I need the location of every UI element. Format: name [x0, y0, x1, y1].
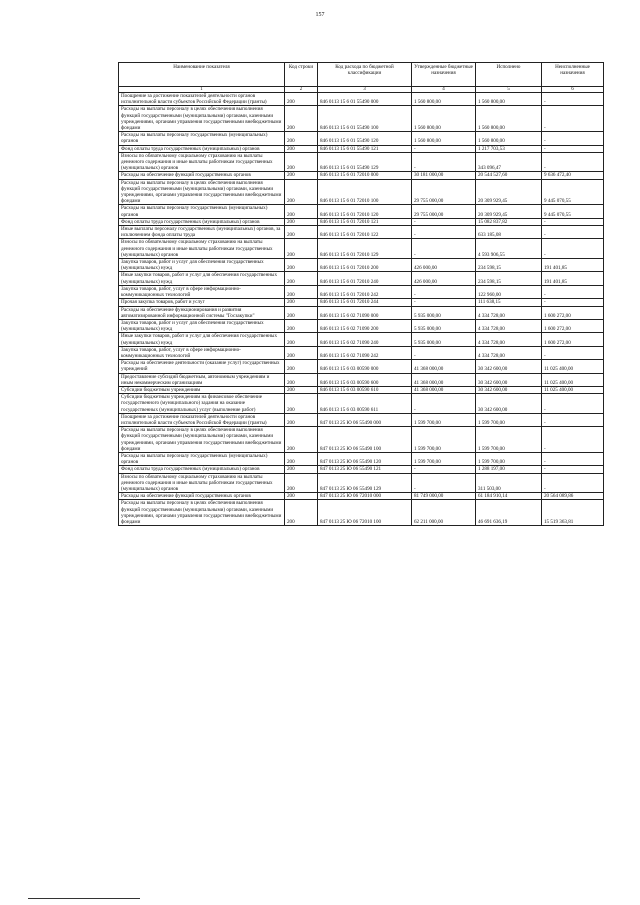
row-unexecuted-cell: 9 636 472,40	[542, 172, 604, 179]
row-unexecuted-cell: -	[542, 93, 604, 106]
row-budget-code-cell: 846 0113 15 6 02 71090 240	[318, 333, 412, 346]
row-budget-code-cell: 846 0113 15 6 02 71090 200	[318, 319, 412, 332]
table-row	[119, 205, 604, 218]
row-name-cell: Расходы на обеспечение функций государственных органов	[119, 172, 285, 179]
row-budget-code-cell: 846 0113 15 6 01 72010 129	[318, 239, 412, 259]
table-row	[119, 272, 604, 285]
row-approved-cell: -	[412, 285, 476, 298]
row-executed-cell: 20 544 527,60	[476, 172, 542, 179]
table-row	[119, 172, 604, 179]
row-unexecuted-cell: 11 025 400,00	[542, 386, 604, 393]
row-unexecuted-cell: -	[542, 346, 604, 359]
table-row	[119, 152, 604, 172]
row-approved-cell: 1 560 800,00	[412, 132, 476, 145]
column-number: 3	[318, 87, 412, 93]
row-budget-code-cell: 846 0113 15 6 03 00590 611	[318, 394, 412, 414]
row-line-code-cell: 200	[285, 272, 318, 285]
row-line-code-cell: 200	[285, 394, 318, 414]
column-number: 1	[119, 87, 285, 93]
row-approved-cell: 1 599 700,00	[412, 452, 476, 465]
row-budget-code-cell: 847 0113 25 Ю 06 55490 121	[318, 466, 412, 473]
table-row	[119, 106, 604, 132]
table-row	[119, 319, 604, 332]
row-executed-cell: 234 598,15	[476, 272, 542, 285]
row-executed-cell: 1 560 800,00	[476, 93, 542, 106]
row-budget-code-cell: 846 0113 15 6 01 55490 120	[318, 132, 412, 145]
row-line-code-cell: 200	[285, 346, 318, 359]
row-approved-cell: 5 935 000,00	[412, 333, 476, 346]
row-executed-cell: 111 638,15	[476, 299, 542, 306]
row-executed-cell: 30 342 600,00	[476, 394, 542, 414]
row-line-code-cell: 200	[285, 259, 318, 272]
row-executed-cell: 343 096,47	[476, 152, 542, 172]
row-budget-code-cell: 846 0113 15 6 02 71090 000	[318, 306, 412, 319]
expenditure-table	[118, 62, 604, 526]
row-line-code-cell: 200	[285, 306, 318, 319]
row-name-cell: Предоставление субсидий бюджетным, автономным учреждениям и иным некоммерческим организациям	[119, 373, 285, 386]
table-row	[119, 299, 604, 306]
row-approved-cell: 41 368 000,00	[412, 360, 476, 373]
row-unexecuted-cell: 9 445 070,55	[542, 179, 604, 205]
row-approved-cell: 29 755 000,00	[412, 205, 476, 218]
row-line-code-cell: 200	[285, 152, 318, 172]
row-line-code-cell: 200	[285, 239, 318, 259]
table-row	[119, 466, 604, 473]
row-line-code-cell: 200	[285, 452, 318, 465]
row-executed-cell: 30 342 600,00	[476, 360, 542, 373]
row-executed-cell: 1 599 700,00	[476, 413, 542, 426]
row-budget-code-cell: 846 0113 15 6 01 72010 200	[318, 259, 412, 272]
row-executed-cell: 1 560 800,00	[476, 132, 542, 145]
row-approved-cell: -	[412, 226, 476, 239]
row-unexecuted-cell: 15 519 363,81	[542, 500, 604, 526]
row-executed-cell: 30 342 600,00	[476, 386, 542, 393]
table-row	[119, 226, 604, 239]
row-budget-code-cell: 846 0113 15 6 01 72010 121	[318, 218, 412, 225]
row-budget-code-cell: 846 0113 15 6 01 72010 100	[318, 179, 412, 205]
row-name-cell: Расходы на выплаты персоналу в целях обеспечения выполнения функций государственными (муниципальными) органами, казенными учреждениями, органами управления государственными внебюджетными фондами	[119, 427, 285, 453]
row-name-cell: Фонд оплаты труда государственных (муниципальных) органов	[119, 218, 285, 225]
row-unexecuted-cell: 11 025 400,00	[542, 360, 604, 373]
row-name-cell: Расходы на обеспечение функционирования и развития автоматизированной информационной системы "Госзакупки"	[119, 306, 285, 319]
row-budget-code-cell: 846 0113 15 6 01 72010 242	[318, 285, 412, 298]
row-unexecuted-cell: 191 401,85	[542, 272, 604, 285]
row-executed-cell: 1 288 197,00	[476, 466, 542, 473]
table-row	[119, 218, 604, 225]
row-line-code-cell: 200	[285, 493, 318, 500]
table-row	[119, 333, 604, 346]
row-name-cell: Поощрение за достижение показателей деятельности органов исполнительной власти субъектов Российской Федерации (гранты)	[119, 413, 285, 426]
row-unexecuted-cell: -	[542, 299, 604, 306]
header-approved: Утвержденные бюджетные назначения	[412, 63, 476, 87]
table-row	[119, 132, 604, 145]
row-approved-cell: -	[412, 466, 476, 473]
row-executed-cell: 311 503,00	[476, 473, 542, 493]
row-approved-cell: -	[412, 218, 476, 225]
row-line-code-cell: 200	[285, 386, 318, 393]
row-name-cell: Фонд оплаты труда государственных (муниципальных) органов	[119, 145, 285, 152]
row-budget-code-cell: 847 0113 25 Ю 06 72010 000	[318, 493, 412, 500]
row-approved-cell: 41 368 000,00	[412, 373, 476, 386]
row-unexecuted-cell: -	[542, 145, 604, 152]
row-executed-cell: 30 342 600,00	[476, 373, 542, 386]
table-row	[119, 500, 604, 526]
row-unexecuted-cell: -	[542, 466, 604, 473]
row-approved-cell: 29 755 000,00	[412, 179, 476, 205]
row-name-cell: Прочая закупка товаров, работ и услуг	[119, 299, 285, 306]
row-unexecuted-cell: -	[542, 106, 604, 132]
row-approved-cell: -	[412, 473, 476, 493]
header-name: Наименование показателя	[119, 63, 285, 87]
row-name-cell: Расходы на выплаты персоналу государственных (муниципальных) органов	[119, 452, 285, 465]
row-name-cell: Закупка товаров, работ, услуг в сфере информационно-коммуникационных технологий	[119, 285, 285, 298]
row-budget-code-cell: 847 0113 25 Ю 06 55490 100	[318, 427, 412, 453]
row-line-code-cell: 200	[285, 106, 318, 132]
row-executed-cell: 1 217 703,53	[476, 145, 542, 152]
row-budget-code-cell: 846 0113 15 6 01 72010 000	[318, 172, 412, 179]
column-number: 6	[542, 87, 604, 93]
row-executed-cell: 1 599 700,00	[476, 452, 542, 465]
row-approved-cell: 1 599 700,00	[412, 427, 476, 453]
row-name-cell: Закупка товаров, работ и услуг для обеспечения государственных (муниципальных) нужд	[119, 319, 285, 332]
row-line-code-cell: 200	[285, 413, 318, 426]
row-line-code-cell: 200	[285, 218, 318, 225]
table-row	[119, 373, 604, 386]
table-row	[119, 239, 604, 259]
row-name-cell: Взносы по обязательному социальному страхованию на выплаты денежного содержания и иные выплаты работникам государственных (муниципальных) органов	[119, 473, 285, 493]
row-unexecuted-cell: -	[542, 394, 604, 414]
row-line-code-cell: 200	[285, 145, 318, 152]
table-row	[119, 493, 604, 500]
row-unexecuted-cell: 1 600 272,00	[542, 319, 604, 332]
row-approved-cell: 5 935 000,00	[412, 306, 476, 319]
row-approved-cell: -	[412, 299, 476, 306]
row-approved-cell: -	[412, 239, 476, 259]
row-unexecuted-cell: 20 564 089,86	[542, 493, 604, 500]
row-budget-code-cell: 847 0113 25 Ю 06 72010 100	[318, 500, 412, 526]
column-number: 2	[285, 87, 318, 93]
page-number: 157	[315, 12, 325, 18]
row-unexecuted-cell: 11 025 400,00	[542, 373, 604, 386]
row-line-code-cell: 200	[285, 132, 318, 145]
row-line-code-cell: 200	[285, 285, 318, 298]
row-executed-cell: 15 082 837,82	[476, 218, 542, 225]
header-unexecuted: Неисполненные назначения	[542, 63, 604, 87]
row-name-cell: Расходы на обеспечение функций государственных органов	[119, 493, 285, 500]
row-executed-cell: 61 184 910,14	[476, 493, 542, 500]
row-name-cell: Расходы на выплаты персоналу в целях обеспечения выполнения функций государственными (муниципальными) органами, казенными учреждениями, органами управления государственными внебюджетными фондами	[119, 179, 285, 205]
column-number: 4	[412, 87, 476, 93]
row-approved-cell: 41 368 000,00	[412, 386, 476, 393]
row-approved-cell: 1 599 700,00	[412, 413, 476, 426]
row-line-code-cell: 200	[285, 93, 318, 106]
row-line-code-cell: 200	[285, 172, 318, 179]
row-budget-code-cell: 847 0113 25 Ю 06 55490 120	[318, 452, 412, 465]
row-unexecuted-cell: -	[542, 152, 604, 172]
row-unexecuted-cell: -	[542, 413, 604, 426]
row-executed-cell: 234 598,15	[476, 259, 542, 272]
row-executed-cell: 122 960,00	[476, 285, 542, 298]
row-unexecuted-cell: -	[542, 239, 604, 259]
row-budget-code-cell: 846 0113 15 6 02 71090 242	[318, 346, 412, 359]
row-unexecuted-cell: -	[542, 285, 604, 298]
table-row	[119, 306, 604, 319]
row-line-code-cell: 200	[285, 205, 318, 218]
row-name-cell: Иные выплаты персоналу государственных (муниципальных) органов, за исключением фонда оплаты труда	[119, 226, 285, 239]
row-approved-cell: 62 211 000,00	[412, 500, 476, 526]
row-executed-cell: 4 334 728,00	[476, 333, 542, 346]
row-line-code-cell: 200	[285, 360, 318, 373]
row-line-code-cell: 200	[285, 179, 318, 205]
table-row	[119, 473, 604, 493]
row-name-cell: Расходы на обеспечение деятельности (оказание услуг) государственных учреждений	[119, 360, 285, 373]
header-line-code: Код строки	[285, 63, 318, 87]
row-unexecuted-cell: -	[542, 452, 604, 465]
row-approved-cell: -	[412, 394, 476, 414]
row-executed-cell: 1 560 800,00	[476, 106, 542, 132]
row-unexecuted-cell: -	[542, 473, 604, 493]
table-row	[119, 93, 604, 106]
row-approved-cell: -	[412, 346, 476, 359]
row-unexecuted-cell: 191 401,85	[542, 259, 604, 272]
row-unexecuted-cell: 1 600 272,00	[542, 306, 604, 319]
row-name-cell: Субсидии бюджетным учреждениям	[119, 386, 285, 393]
row-budget-code-cell: 846 0113 15 6 01 55490 121	[318, 145, 412, 152]
row-budget-code-cell: 846 0113 15 6 01 72010 244	[318, 299, 412, 306]
row-budget-code-cell: 846 0113 15 6 01 55490 129	[318, 152, 412, 172]
row-line-code-cell: 200	[285, 319, 318, 332]
table-row	[119, 179, 604, 205]
row-budget-code-cell: 846 0113 15 6 01 72010 240	[318, 272, 412, 285]
table-row	[119, 285, 604, 298]
table-row	[119, 427, 604, 453]
row-approved-cell: 426 000,00	[412, 259, 476, 272]
row-unexecuted-cell: 9 445 070,55	[542, 205, 604, 218]
row-unexecuted-cell: -	[542, 226, 604, 239]
row-approved-cell: 81 749 000,00	[412, 493, 476, 500]
row-executed-cell: 4 593 906,55	[476, 239, 542, 259]
row-executed-cell: 4 334 728,00	[476, 319, 542, 332]
row-unexecuted-cell: 1 600 272,00	[542, 333, 604, 346]
table-row	[119, 413, 604, 426]
row-unexecuted-cell: -	[542, 132, 604, 145]
row-executed-cell: 46 691 636,19	[476, 500, 542, 526]
header-executed: Исполнено	[476, 63, 542, 87]
row-name-cell: Взносы по обязательному социальному страхованию на выплаты денежного содержания и иные выплаты работникам государственных (муниципальных) органов	[119, 239, 285, 259]
row-executed-cell: 20 309 929,45	[476, 205, 542, 218]
row-budget-code-cell: 846 0113 15 6 01 55490 000	[318, 93, 412, 106]
row-line-code-cell: 200	[285, 500, 318, 526]
row-executed-cell: 4 334 728,00	[476, 306, 542, 319]
row-approved-cell: 1 560 800,00	[412, 106, 476, 132]
row-name-cell: Поощрение за достижение показателей деятельности органов исполнительной власти субъектов Российской Федерации (гранты)	[119, 93, 285, 106]
row-name-cell: Взносы по обязательному социальному страхованию на выплаты денежного содержания и иные выплаты работникам государственных (муниципальных) органов	[119, 152, 285, 172]
row-line-code-cell: 200	[285, 299, 318, 306]
row-approved-cell: 5 935 000,00	[412, 319, 476, 332]
row-budget-code-cell: 846 0113 15 6 01 72010 120	[318, 205, 412, 218]
row-name-cell: Иные закупки товаров, работ и услуг для обеспечения государственных (муниципальных) нужд	[119, 333, 285, 346]
row-name-cell: Закупка товаров, работ и услуг для обеспечения государственных (муниципальных) нужд	[119, 259, 285, 272]
table-row	[119, 360, 604, 373]
row-executed-cell: 1 599 700,00	[476, 427, 542, 453]
footnote-divider	[28, 898, 140, 899]
table-row	[119, 452, 604, 465]
table-body	[119, 93, 604, 526]
row-executed-cell: 20 309 929,45	[476, 179, 542, 205]
row-approved-cell: 30 181 000,00	[412, 172, 476, 179]
table-row	[119, 386, 604, 393]
table-row	[119, 259, 604, 272]
table-header-row	[119, 63, 604, 87]
table-row	[119, 346, 604, 359]
row-budget-code-cell: 846 0113 15 6 03 00590 610	[318, 386, 412, 393]
row-budget-code-cell: 846 0113 15 6 01 55490 100	[318, 106, 412, 132]
table-row	[119, 145, 604, 152]
row-line-code-cell: 200	[285, 466, 318, 473]
row-name-cell: Субсидии бюджетным учреждениям на финансовое обеспечение государственного (муниципального) задания на оказание государственных (муниципальных) услуг (выполнение работ)	[119, 394, 285, 414]
row-budget-code-cell: 847 0113 25 Ю 06 55490 129	[318, 473, 412, 493]
row-line-code-cell: 200	[285, 473, 318, 493]
row-name-cell: Расходы на выплаты персоналу государственных (муниципальных) органов	[119, 132, 285, 145]
row-budget-code-cell: 846 0113 15 6 03 00590 600	[318, 373, 412, 386]
row-line-code-cell: 200	[285, 226, 318, 239]
row-name-cell: Иные закупки товаров, работ и услуг для обеспечения государственных (муниципальных) нужд	[119, 272, 285, 285]
row-approved-cell: 426 000,00	[412, 272, 476, 285]
row-name-cell: Фонд оплаты труда государственных (муниципальных) органов	[119, 466, 285, 473]
table-row	[119, 394, 604, 414]
row-line-code-cell: 200	[285, 427, 318, 453]
row-name-cell: Расходы на выплаты персоналу в целях обеспечения выполнения функций государственными (муниципальными) органами, казенными учреждениями, органами управления государственными внебюджетными фондами	[119, 106, 285, 132]
row-budget-code-cell: 846 0113 15 6 03 00590 000	[318, 360, 412, 373]
row-executed-cell: 4 334 728,00	[476, 346, 542, 359]
column-number: 5	[476, 87, 542, 93]
row-budget-code-cell: 847 0113 25 Ю 06 55490 000	[318, 413, 412, 426]
row-budget-code-cell: 846 0113 15 6 01 72010 122	[318, 226, 412, 239]
row-approved-cell: -	[412, 152, 476, 172]
row-name-cell: Расходы на выплаты персоналу государственных (муниципальных) органов	[119, 205, 285, 218]
header-budget-code: Код расхода по бюджетной классификации	[318, 63, 412, 87]
row-approved-cell: -	[412, 145, 476, 152]
row-line-code-cell: 200	[285, 373, 318, 386]
row-unexecuted-cell: -	[542, 218, 604, 225]
row-name-cell: Расходы на выплаты персоналу в целях обеспечения выполнения функций государственными (муниципальными) органами, казенными учреждениями, органами управления государственными внебюджетными фондами	[119, 500, 285, 526]
row-approved-cell: 1 560 800,00	[412, 93, 476, 106]
row-executed-cell: 633 185,08	[476, 226, 542, 239]
row-unexecuted-cell: -	[542, 427, 604, 453]
row-line-code-cell: 200	[285, 333, 318, 346]
row-name-cell: Закупка товаров, работ, услуг в сфере информационно-коммуникационных технологий	[119, 346, 285, 359]
